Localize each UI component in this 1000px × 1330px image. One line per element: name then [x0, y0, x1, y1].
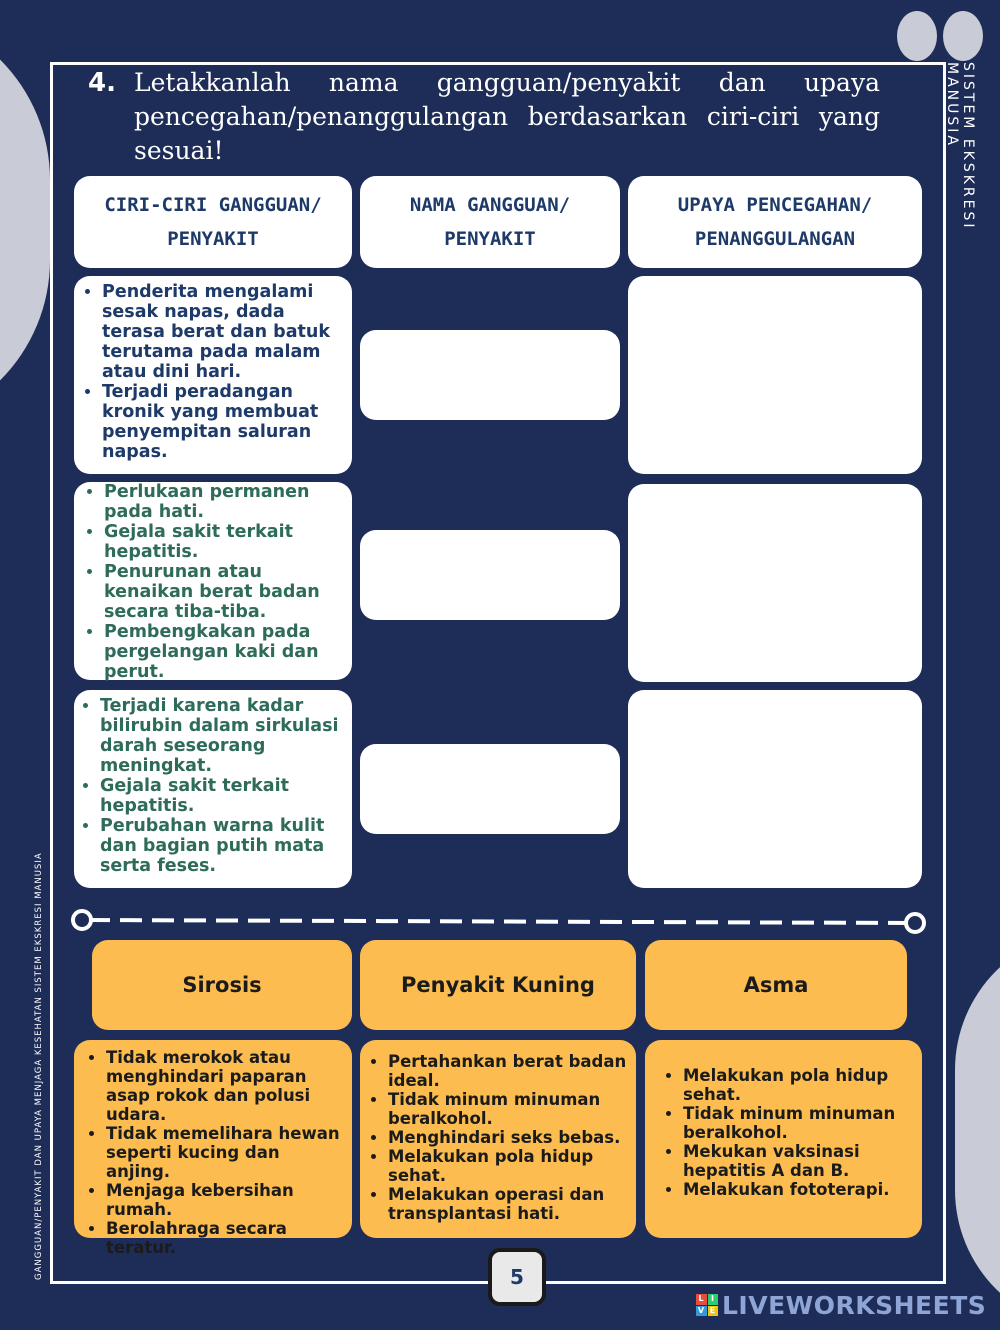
logo-letter: L [696, 1294, 707, 1305]
draggable-label-penyakit-kuning[interactable]: Penyakit Kuning [360, 940, 636, 1030]
question-number: 4. [88, 68, 116, 98]
logo-letter: V [697, 1305, 705, 1315]
draggable-card-upaya-1[interactable] [74, 1040, 352, 1257]
list-item: • Menghindari seks bebas. [388, 1128, 632, 1147]
list-item: • Penderita mengalami sesak napas, dada terasa berat dan batuk terutama pada malam atau dini hari. [102, 282, 344, 382]
drop-zone-nama-3[interactable] [360, 744, 620, 834]
clue-list-1 [80, 282, 344, 462]
draggable-card-upaya-3[interactable] [645, 1040, 922, 1238]
list-item: • Gejala sakit terkait hepatitis. [100, 776, 346, 816]
question-text: Letakkanlah nama gangguan/penyakit dan upaya pencegahan/penanggulangan berdasarkan ciri-ciri yang sesuai! [134, 68, 880, 165]
decorative-blob-right [955, 930, 1000, 1330]
list-item: • Berolahraga secara teratur. [106, 1219, 348, 1257]
list-item: • Tidak memelihara hewan seperti kucing dan anjing. [106, 1124, 348, 1181]
list-item: • Penurunan atau kenaikan berat badan secara tiba-tiba. [104, 562, 344, 622]
header-nama: NAMA GANGGUAN/ PENYAKIT [360, 176, 620, 268]
list-item: • Tidak minum minuman beralkohol. [683, 1104, 918, 1142]
liveworksheets-watermark [696, 1290, 986, 1320]
list-item: • Pertahankan berat badan ideal. [388, 1052, 632, 1090]
list-item: • Menjaga kebersihan rumah. [106, 1181, 348, 1219]
side-title-left: GANGGUAN/PENYAKIT DAN UPAYA MENJAGA KESEHATAN SISTEM EKSKRESI MANUSIA [34, 852, 44, 1280]
list-item: • Terjadi karena kadar bilirubin dalam sirkulasi darah seseorang meningkat. [100, 696, 346, 776]
drop-zone-nama-2[interactable] [360, 530, 620, 620]
list-item: • Mekukan vaksinasi hepatitis A dan B. [683, 1142, 918, 1180]
list-item: • Melakukan fototerapi. [683, 1180, 918, 1199]
card-list-1 [84, 1048, 348, 1257]
card-list-2 [366, 1052, 632, 1223]
drop-zone-nama-1[interactable] [360, 330, 620, 420]
draggable-card-upaya-2[interactable] [360, 1040, 636, 1238]
clue-box-2 [74, 482, 352, 680]
dashed-divider [66, 906, 932, 940]
draggable-label-asma[interactable]: Asma [645, 940, 907, 1030]
list-item: • Melakukan pola hidup sehat. [683, 1066, 918, 1104]
list-item: • Melakukan operasi dan transplantasi hati. [388, 1185, 632, 1223]
page-number: 5 [488, 1248, 546, 1306]
kidney-icon [895, 8, 985, 63]
clue-box-1 [74, 276, 352, 474]
list-item: • Perubahan warna kulit dan bagian putih mata serta feses. [100, 816, 346, 876]
question [88, 66, 880, 168]
header-ciri: CIRI-CIRI GANGGUAN/ PENYAKIT [74, 176, 352, 268]
watermark-text: LIVEWORKSHEETS [722, 1290, 987, 1320]
clue-list-3 [78, 696, 346, 876]
clue-box-3 [74, 690, 352, 888]
drop-zone-upaya-3[interactable] [628, 690, 922, 888]
list-item: • Terjadi peradangan kronik yang membuat penyempitan saluran napas. [102, 382, 344, 462]
card-list-3 [661, 1066, 918, 1199]
liveworksheets-logo-icon [696, 1294, 718, 1316]
logo-letter: E [708, 1306, 719, 1317]
side-title-right: SISTEM EKSKRESI MANUSIA [944, 62, 976, 231]
draggable-label-sirosis[interactable]: Sirosis [92, 940, 352, 1030]
list-item: • Tidak merokok atau menghindari paparan asap rokok dan polusi udara. [106, 1048, 348, 1124]
drop-zone-upaya-1[interactable] [628, 276, 922, 474]
drop-zone-upaya-2[interactable] [628, 484, 922, 682]
logo-letter: I [708, 1294, 719, 1305]
list-item: • Pembengkakan pada pergelangan kaki dan perut. [104, 622, 344, 682]
decorative-blob-left [0, 10, 50, 430]
list-item: • Gejala sakit terkait hepatitis. [104, 522, 344, 562]
list-item: • Perlukaan permanen pada hati. [104, 482, 344, 522]
list-item: • Melakukan pola hidup sehat. [388, 1147, 632, 1185]
list-item: • Tidak minum minuman beralkohol. [388, 1090, 632, 1128]
clue-list-2 [82, 482, 344, 682]
header-upaya: UPAYA PENCEGAHAN/ PENANGGULANGAN [628, 176, 922, 268]
